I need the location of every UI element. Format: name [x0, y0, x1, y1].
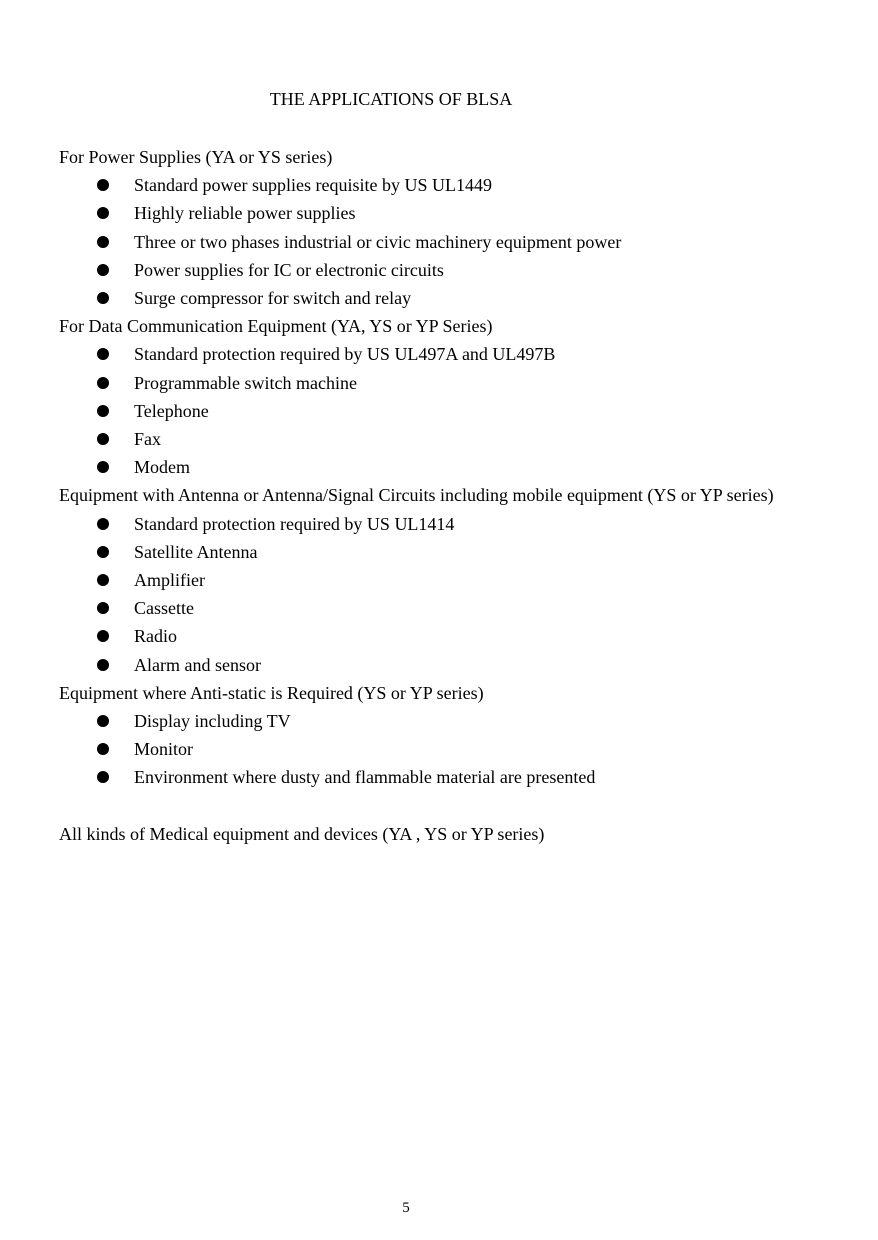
list-item — [59, 199, 779, 227]
list-item-text: Amplifier — [134, 570, 205, 591]
section-heading: Equipment with Antenna or Antenna/Signal Circuits including mobile equipment (YS or YP series) — [59, 485, 774, 506]
bullet-icon — [97, 377, 109, 389]
bullet-icon — [97, 743, 109, 755]
bullet-icon — [97, 461, 109, 473]
section-antenna-equipment — [59, 481, 779, 678]
section-anti-static — [59, 679, 779, 792]
closing-paragraph: All kinds of Medical equipment and devices (YA , YS or YP series) — [59, 823, 545, 844]
list-item — [59, 256, 779, 284]
list-item — [59, 340, 779, 368]
list-item — [59, 763, 779, 791]
list-item — [59, 566, 779, 594]
bullet-icon — [97, 433, 109, 445]
list-item-text: Radio — [134, 626, 177, 647]
section-heading: For Data Communication Equipment (YA, YS or YP Series) — [59, 316, 493, 337]
paragraph-spacer — [59, 792, 779, 820]
list-item-text: Satellite Antenna — [134, 541, 258, 562]
bullet-icon — [97, 348, 109, 360]
section-heading: Equipment where Anti-static is Required (YS or YP series) — [59, 682, 484, 703]
bullet-icon — [97, 292, 109, 304]
bullet-list — [59, 510, 779, 679]
list-item-text: Cassette — [134, 598, 194, 619]
bullet-icon — [97, 405, 109, 417]
list-item — [59, 369, 779, 397]
bullet-icon — [97, 207, 109, 219]
bullet-list — [59, 707, 779, 792]
bullet-icon — [97, 236, 109, 248]
list-item-text: Modem — [134, 457, 190, 478]
list-item — [59, 171, 779, 199]
list-item-text: Programmable switch machine — [134, 372, 357, 393]
list-item-text: Alarm and sensor — [134, 654, 261, 675]
list-item — [59, 538, 779, 566]
bullet-icon — [97, 659, 109, 671]
bullet-icon — [97, 715, 109, 727]
bullet-icon — [97, 264, 109, 276]
list-item — [59, 622, 779, 650]
list-item-text: Surge compressor for switch and relay — [134, 288, 412, 309]
list-item — [59, 510, 779, 538]
list-item-text: Monitor — [134, 739, 194, 760]
list-item — [59, 651, 779, 679]
bullet-icon — [97, 518, 109, 530]
bullet-list — [59, 171, 779, 312]
page-title: THE APPLICATIONS OF BLSA — [269, 89, 513, 109]
document-body — [59, 143, 779, 848]
bullet-icon — [97, 574, 109, 586]
list-item — [59, 594, 779, 622]
bullet-icon — [97, 546, 109, 558]
list-item — [59, 228, 779, 256]
list-item-text: Telephone — [134, 400, 209, 421]
list-item-text: Three or two phases industrial or civic machinery equipment power — [134, 231, 622, 252]
list-item-text: Highly reliable power supplies — [134, 203, 356, 224]
page-number: 5 — [402, 1200, 410, 1216]
section-power-supplies — [59, 143, 779, 312]
list-item-text: Standard power supplies requisite by US UL1449 — [134, 175, 492, 196]
list-item — [59, 453, 779, 481]
bullet-list — [59, 340, 779, 481]
list-item-text: Standard protection required by US UL1414 — [134, 513, 455, 534]
list-item-text: Standard protection required by US UL497A and UL497B — [134, 344, 556, 365]
list-item-text: Display including TV — [134, 711, 291, 732]
section-heading: For Power Supplies (YA or YS series) — [59, 147, 333, 167]
list-item-text: Environment where dusty and flammable material are presented — [134, 767, 596, 788]
list-item — [59, 284, 779, 312]
list-item — [59, 735, 779, 763]
list-item — [59, 707, 779, 735]
list-item-text: Fax — [134, 429, 161, 450]
bullet-icon — [97, 179, 109, 191]
list-item — [59, 425, 779, 453]
list-item-text: Power supplies for IC or electronic circuits — [134, 259, 444, 280]
bullet-icon — [97, 602, 109, 614]
section-data-communication — [59, 312, 779, 481]
bullet-icon — [97, 630, 109, 642]
list-item — [59, 397, 779, 425]
bullet-icon — [97, 771, 109, 783]
